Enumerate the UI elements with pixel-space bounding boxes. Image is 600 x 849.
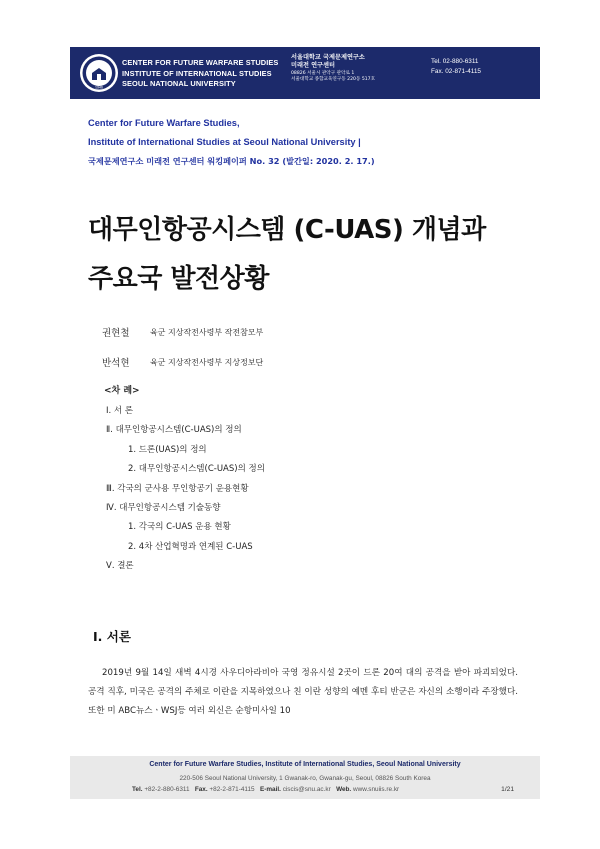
table-of-contents — [104, 383, 265, 577]
author-name: 권현철 — [102, 328, 130, 339]
header-kr-address: 08826 서울시 관악구 관악로 1 — [291, 70, 355, 76]
header-fax: Fax. 02-871-4115 — [431, 67, 481, 75]
working-paper-subheader — [88, 114, 375, 171]
author-name: 반석현 — [102, 358, 130, 369]
header-org-english — [122, 58, 278, 90]
author-row — [102, 317, 263, 347]
footer-fax: +82-2-871-4115 — [209, 786, 255, 793]
author-affiliation: 육군 지상작전사령부 작전참모부 — [150, 327, 264, 337]
header-kr-center: 미래전 연구센터 — [291, 62, 335, 70]
header-kr-institute: 서울대학교 국제문제연구소 — [291, 54, 365, 61]
header-org-line: SEOUL NATIONAL UNIVERSITY — [122, 79, 236, 88]
footer-address: 220-506 Seoul National University, 1 Gwanak-ro, Gwanak-gu, Seoul, 08826 South Korea — [179, 775, 431, 782]
footer-email-label: E-mail. — [259, 786, 281, 793]
toc-item-operations: Ⅲ. 각국의 군사용 무인항공기 운용현황 — [106, 483, 249, 494]
footer-tel-label: Tel. — [132, 786, 143, 793]
header-tel: Tel. 02-880-6311 — [431, 58, 479, 65]
footer-title: Center for Future Warfare Studies, Institute of International Studies, Seoul National University — [149, 761, 461, 768]
section-heading: Ⅰ. 서론 — [93, 629, 131, 644]
footer-tel: +82-2-880-6311 — [144, 786, 190, 793]
toc-subitem: 2. 대무인항공시스템(C-UAS)의 정의 — [128, 464, 265, 475]
page-number: 1/21 — [501, 786, 514, 793]
author-list — [102, 317, 263, 377]
footer-email[interactable]: ciscis@snu.ac.kr — [282, 786, 331, 793]
toc-item-introduction: Ⅰ. 서 론 — [106, 406, 134, 416]
footer-fax-label: Fax. — [194, 786, 208, 793]
toc-subitem: 1. 드론(UAS)의 정의 — [128, 444, 207, 455]
toc-heading: <차 례> — [104, 386, 140, 396]
header-org-korean — [291, 54, 375, 83]
body-paragraph: 2019년 9월 14일 새벽 4시경 사우디아라비아 국영 정유시설 2곳이 드론 20여 대의 공격을 받아 파괴되었다. 공격 직후, 미국은 공격의 주체로 이란을 지목하였으나 친 이란 성향의 예멘 후티 반군은 자신의 소행이라 주장했다. 또한 미 ABC뉴스ㆍWSJ등 여러 외신은 순항미사일 10 — [88, 668, 518, 716]
page-title — [88, 206, 486, 304]
snu-emblem-icon — [79, 53, 119, 93]
subheader-line: Institute of International Studies at Seoul National University | — [88, 137, 361, 147]
title-line: 대무인항공시스템 (C-UAS) 개념과 — [88, 215, 486, 245]
header-contact — [431, 57, 481, 76]
page-footer — [70, 756, 540, 799]
header-org-line: INSTITUTE OF INTERNATIONAL STUDIES — [122, 68, 272, 78]
toc-item-technology: Ⅳ. 대무인항공시스템 기술동향 — [106, 502, 221, 513]
subheader-issue-info: 국제문제연구소 미래전 연구센터 워킹페이퍼 No. 32 (발간일: 2020. 2. 17.) — [88, 156, 375, 166]
toc-item-definition: Ⅱ. 대무인항공시스템(C-UAS)의 정의 — [106, 425, 242, 436]
author-affiliation: 육군 지상작전사령부 지상정보단 — [150, 357, 264, 367]
svg-text:1946: 1946 — [95, 85, 103, 90]
header-org-line: CENTER FOR FUTURE WARFARE STUDIES — [122, 58, 279, 67]
header-kr-address-building: 서울대학교 종합교육연구동 220동 517호 — [291, 76, 376, 82]
title-line: 주요국 발전상황 — [88, 264, 269, 294]
toc-subitem: 2. 4차 산업혁명과 연계된 C-UAS — [128, 541, 253, 552]
footer-web-link[interactable]: www.snuiis.re.kr — [353, 786, 400, 793]
footer-contact — [132, 786, 399, 793]
footer-web-label: Web. — [336, 786, 352, 793]
toc-subitem: 1. 각국의 C-UAS 운용 현황 — [128, 522, 231, 533]
author-row — [102, 347, 263, 377]
letterhead-banner — [70, 47, 540, 99]
toc-item-conclusion: Ⅴ. 결론 — [106, 561, 134, 572]
subheader-line: Center for Future Warfare Studies, — [88, 118, 240, 128]
